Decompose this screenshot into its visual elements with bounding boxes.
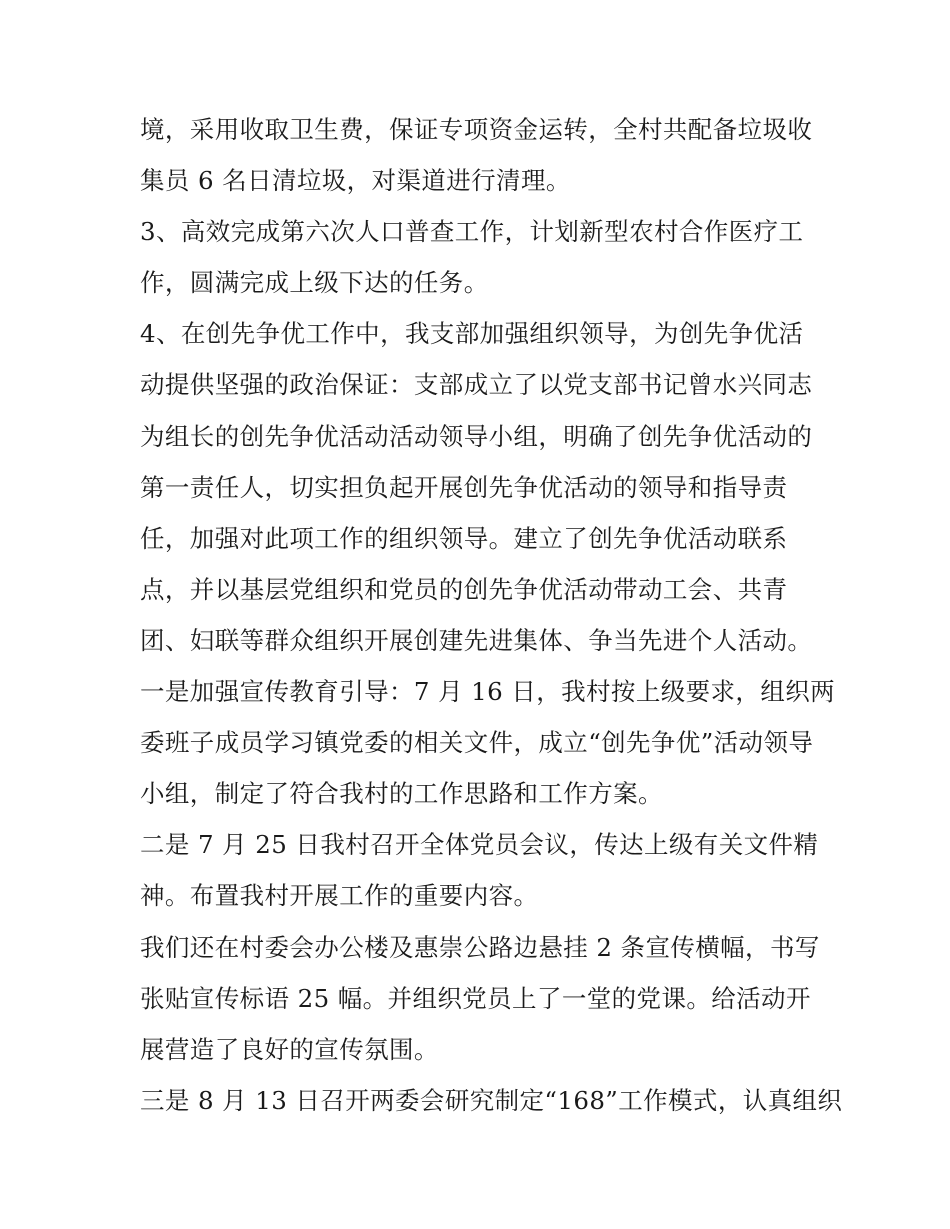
text-line: 境，采用收取卫生费，保证专项资金运转，全村共配备垃圾收 <box>140 115 813 144</box>
text-line: 4、在创先争优工作中，我支部加强组织领导，为创先争优活 <box>140 319 804 349</box>
text-line: 动提供坚强的政治保证：支部成立了以党支部书记曾水兴同志 <box>140 370 813 400</box>
text-line: 点，并以基层党组织和党员的创先争优活动带动工会、共青 <box>140 574 788 604</box>
text-line: 任，加强对此项工作的组织领导。建立了创先争优活动联系 <box>140 523 788 553</box>
text-line: 我们还在村委会办公楼及惠崇公路边悬挂 2 条宣传横幅，书写 <box>140 932 820 962</box>
text-line: 三是 8 月 13 日召开两委会研究制定“168”工作模式，认真组织 <box>140 1085 843 1115</box>
text-line: 张贴宣传标语 25 幅。并组织党员上了一堂的党课。给活动开 <box>140 983 811 1013</box>
text-line: 集员 6 名日清垃圾，对渠道进行清理。 <box>140 166 571 196</box>
text-line: 第一责任人，切实担负起开展创先争优活动的领导和指导责 <box>140 472 788 502</box>
text-line: 小组，制定了符合我村的工作思路和工作方案。 <box>140 779 663 809</box>
text-line: 展营造了良好的宣传氛围。 <box>140 1034 439 1064</box>
text-line: 委班子成员学习镇党委的相关文件，成立“创先争优”活动领导 <box>140 728 814 758</box>
text-line: 团、妇联等群众组织开展创建先进集体、争当先进个人活动。 <box>140 625 813 655</box>
text-line: 为组长的创先争优活动活动领导小组，明确了创先争优活动的 <box>140 421 813 451</box>
text-line: 神。布置我村开展工作的重要内容。 <box>140 881 539 911</box>
text-line: 二是 7 月 25 日我村召开全体党员会议，传达上级有关文件精 <box>140 830 819 860</box>
text-line: 一是加强宣传教育引导：7 月 16 日，我村按上级要求，组织两 <box>140 677 836 707</box>
text-line: 作，圆满完成上级下达的任务。 <box>140 268 489 298</box>
body-text <box>140 104 843 1126</box>
text-line: 3、高效完成第六次人口普查工作，计划新型农村合作医疗工 <box>140 217 804 247</box>
